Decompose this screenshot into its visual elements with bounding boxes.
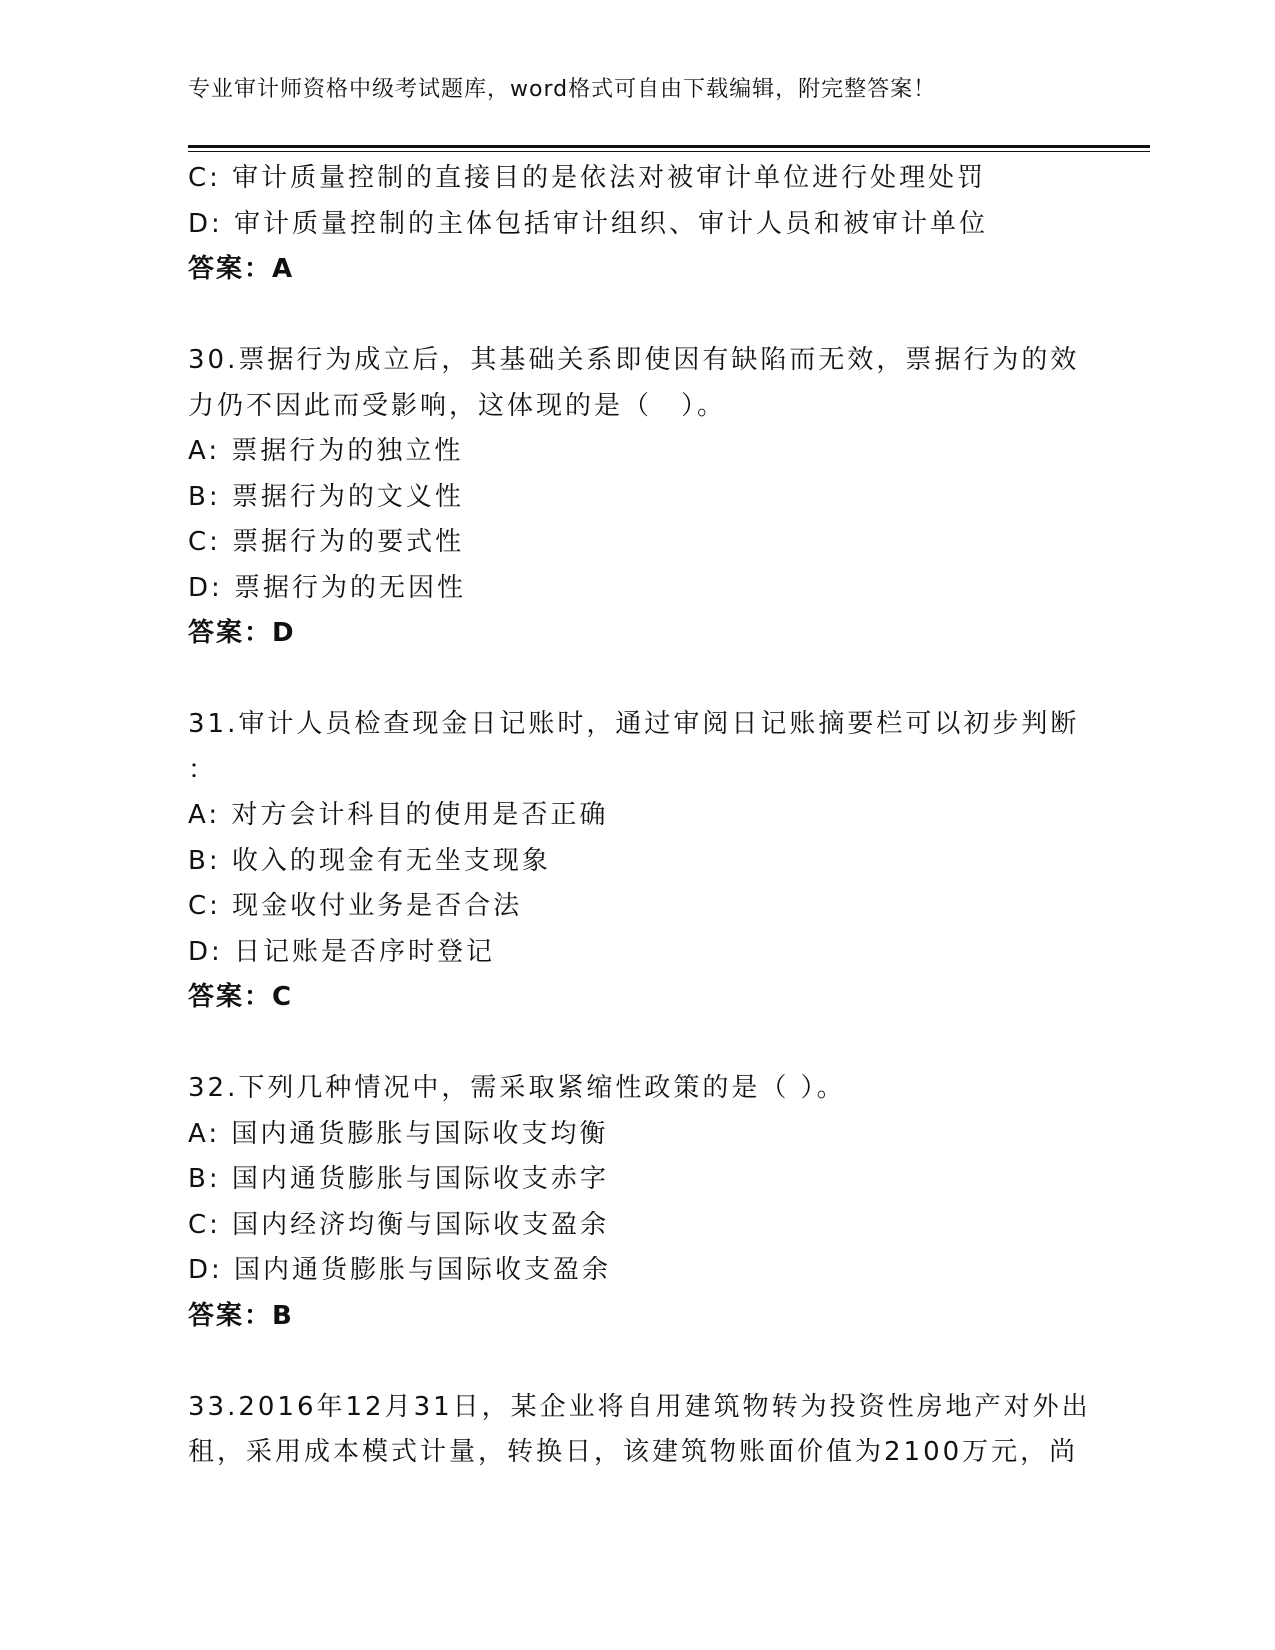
- question-32-option-a: A: 国内通货膨胀与国际收支均衡: [188, 1118, 609, 1149]
- question-30-option-c: C: 票据行为的要式性: [188, 527, 465, 557]
- question-31-option-b: B: 收入的现金有无坐支现象: [188, 845, 551, 876]
- spacer: [188, 293, 1088, 339]
- question-30-stem-line-1: 30.票据行为成立后，其基础关系即使因有缺陷而无效，票据行为的效: [188, 345, 1080, 375]
- page-header: 专业审计师资格中级考试题库，word格式可自由下载编辑，附完整答案！: [188, 77, 937, 102]
- question-32-option-b: B: 国内通货膨胀与国际收支赤字: [188, 1164, 609, 1194]
- question-32-option-d: D: 国内通货膨胀与国际收支盈余: [188, 1255, 612, 1285]
- spacer: [188, 657, 1088, 703]
- question-30-answer: 答案：D: [188, 618, 296, 648]
- question-31-answer: 答案：C: [188, 982, 294, 1012]
- option-d: D: 审计质量控制的主体包括审计组织、审计人员和被审计单位: [188, 208, 989, 239]
- question-31-stem-line-2: ：: [188, 754, 218, 785]
- header-rule-thick: [188, 145, 1150, 148]
- answer-line: 答案：A: [188, 254, 295, 284]
- question-30-stem-line-2: 力仍不因此而受影响，这体现的是（ ）。: [188, 390, 727, 421]
- question-30-option-d: D: 票据行为的无因性: [188, 572, 467, 603]
- spacer: [188, 1021, 1088, 1067]
- question-33-stem-line-1: 33.2016年12月31日，某企业将自用建筑物转为投资性房地产对外出: [188, 1391, 1091, 1422]
- question-31-option-a: A: 对方会计科目的使用是否正确: [188, 800, 609, 830]
- question-32-stem-line-1: 32.下列几种情况中，需采取紧缩性政策的是（ ）。: [188, 1073, 846, 1103]
- document-body: [188, 156, 1091, 1476]
- question-30-option-a: A: 票据行为的独立性: [188, 436, 464, 466]
- question-32-option-c: C: 国内经济均衡与国际收支盈余: [188, 1209, 610, 1240]
- question-32-answer: 答案：B: [188, 1300, 294, 1331]
- spacer: [188, 1339, 1088, 1385]
- option-c: C: 审计质量控制的直接目的是依法对被审计单位进行处理处罚: [188, 163, 987, 193]
- question-31-option-c: C: 现金收付业务是否合法: [188, 891, 523, 921]
- question-31-stem-line-1: 31.审计人员检查现金日记账时，通过审阅日记账摘要栏可以初步判断: [188, 709, 1080, 739]
- question-30-option-b: B: 票据行为的文义性: [188, 481, 464, 512]
- header-rule-thin: [188, 151, 1150, 152]
- question-31-option-d: D: 日记账是否序时登记: [188, 936, 496, 967]
- question-33-stem-line-2: 租，采用成本模式计量，转换日，该建筑物账面价值为2100万元，尚: [188, 1437, 1079, 1467]
